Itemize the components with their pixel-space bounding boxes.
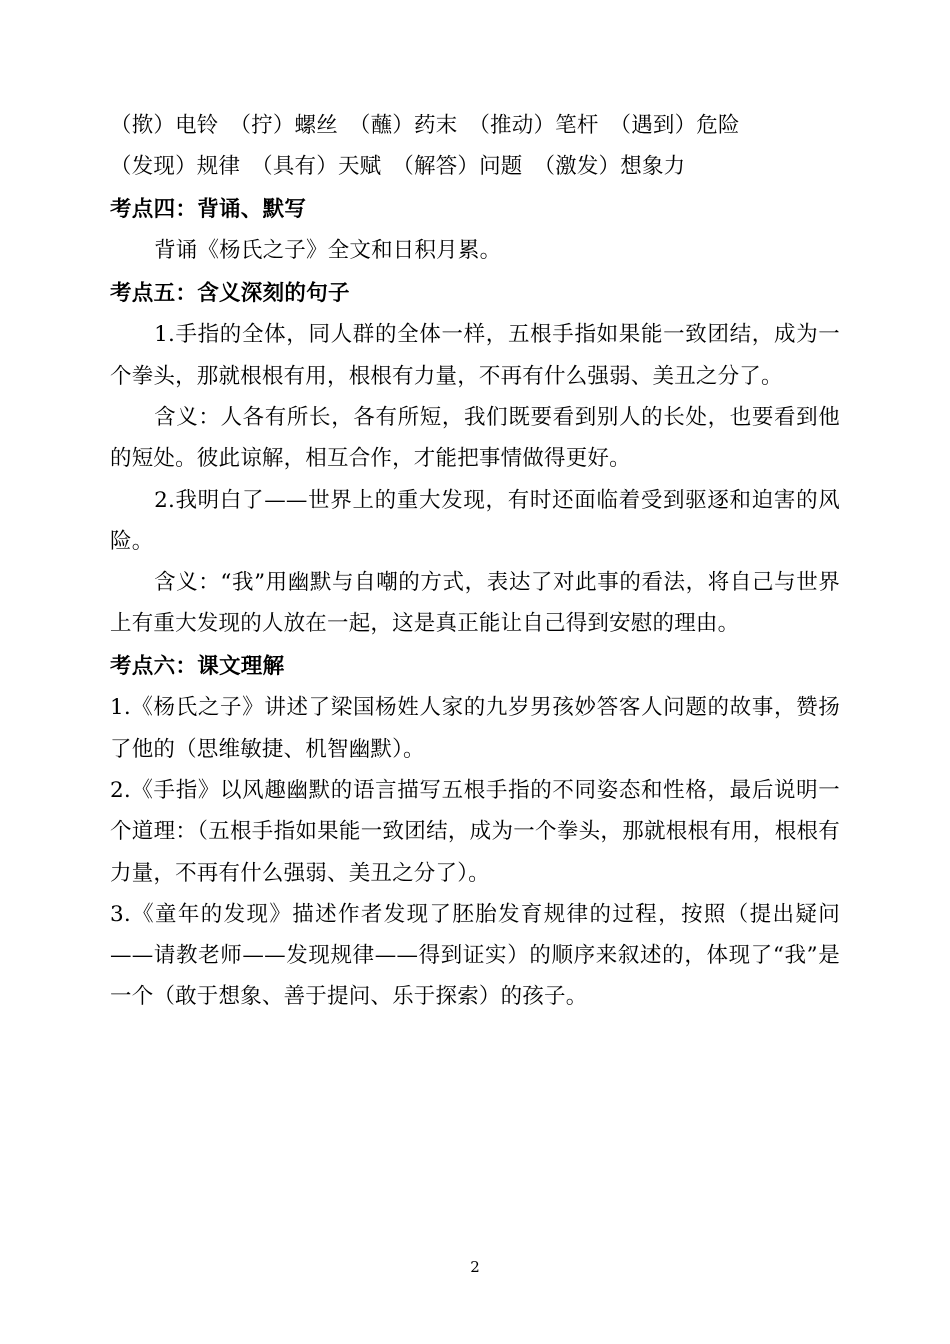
paragraph-sentence-1: 1.手指的全体，同人群的全体一样，五根手指如果能一致团结，成为一个拳头，那就根根有用，根根有力量，不再有什么强弱、美丑之分了。	[110, 322, 840, 389]
paragraph-text-understanding-1: 1.《杨氏之子》讲述了梁国杨姓人家的九岁男孩妙答客人问题的故事，赞扬了他的（思维敏捷、机智幽默）。	[110, 695, 840, 762]
heading-kaodian-si: 考点四：背诵、默写	[110, 196, 307, 222]
paragraph-word-pairs-1: （揿）电铃 （拧）螺丝 （蘸）药末 （推动）笔杆 （遇到）危险	[110, 113, 740, 138]
paragraph-sentence-2: 2.我明白了——世界上的重大发现，有时还面临着受到驱逐和迫害的风险。	[110, 487, 840, 554]
paragraph-word-pairs-2: （发现）规律 （具有）天赋 （解答）问题 （激发）想象力	[110, 154, 686, 180]
paragraph-meaning-1: 含义：人各有所长，各有所短，我们既要看到别人的长处，也要看到他的短处。彼此谅解，相互合作，才能把事情做得更好。	[110, 405, 840, 472]
paragraph-recitation: 背诵《杨氏之子》全文和日积月累。	[154, 238, 502, 264]
heading-kaodian-liu: 考点六：课文理解	[110, 653, 285, 679]
page-number: 2	[470, 1258, 480, 1276]
paragraph-text-understanding-2: 2.《手指》以风趣幽默的语言描写五根手指的不同姿态和性格，最后说明一个道理：（五根手指如果能一致团结，成为一个拳头，那就根根有用，根根有力量，不再有什么强弱、美丑之分了）。	[110, 777, 840, 886]
paragraph-text-understanding-3: 3.《童年的发现》描述作者发现了胚胎发育规律的过程，按照（提出疑问——请教老师——发现规律——得到证实）的顺序来叙述的，体现了“我”是一个（敢于想象、善于提问、乐于探索）的孩子。	[110, 901, 840, 1010]
document-body	[110, 105, 840, 1018]
heading-kaodian-wu: 考点五：含义深刻的句子	[110, 280, 350, 306]
paragraph-meaning-2: 含义：“我”用幽默与自嘲的方式，表达了对此事的看法，将自己与世界上有重大发现的人放在一起，这是真正能让自己得到安慰的理由。	[110, 570, 840, 637]
